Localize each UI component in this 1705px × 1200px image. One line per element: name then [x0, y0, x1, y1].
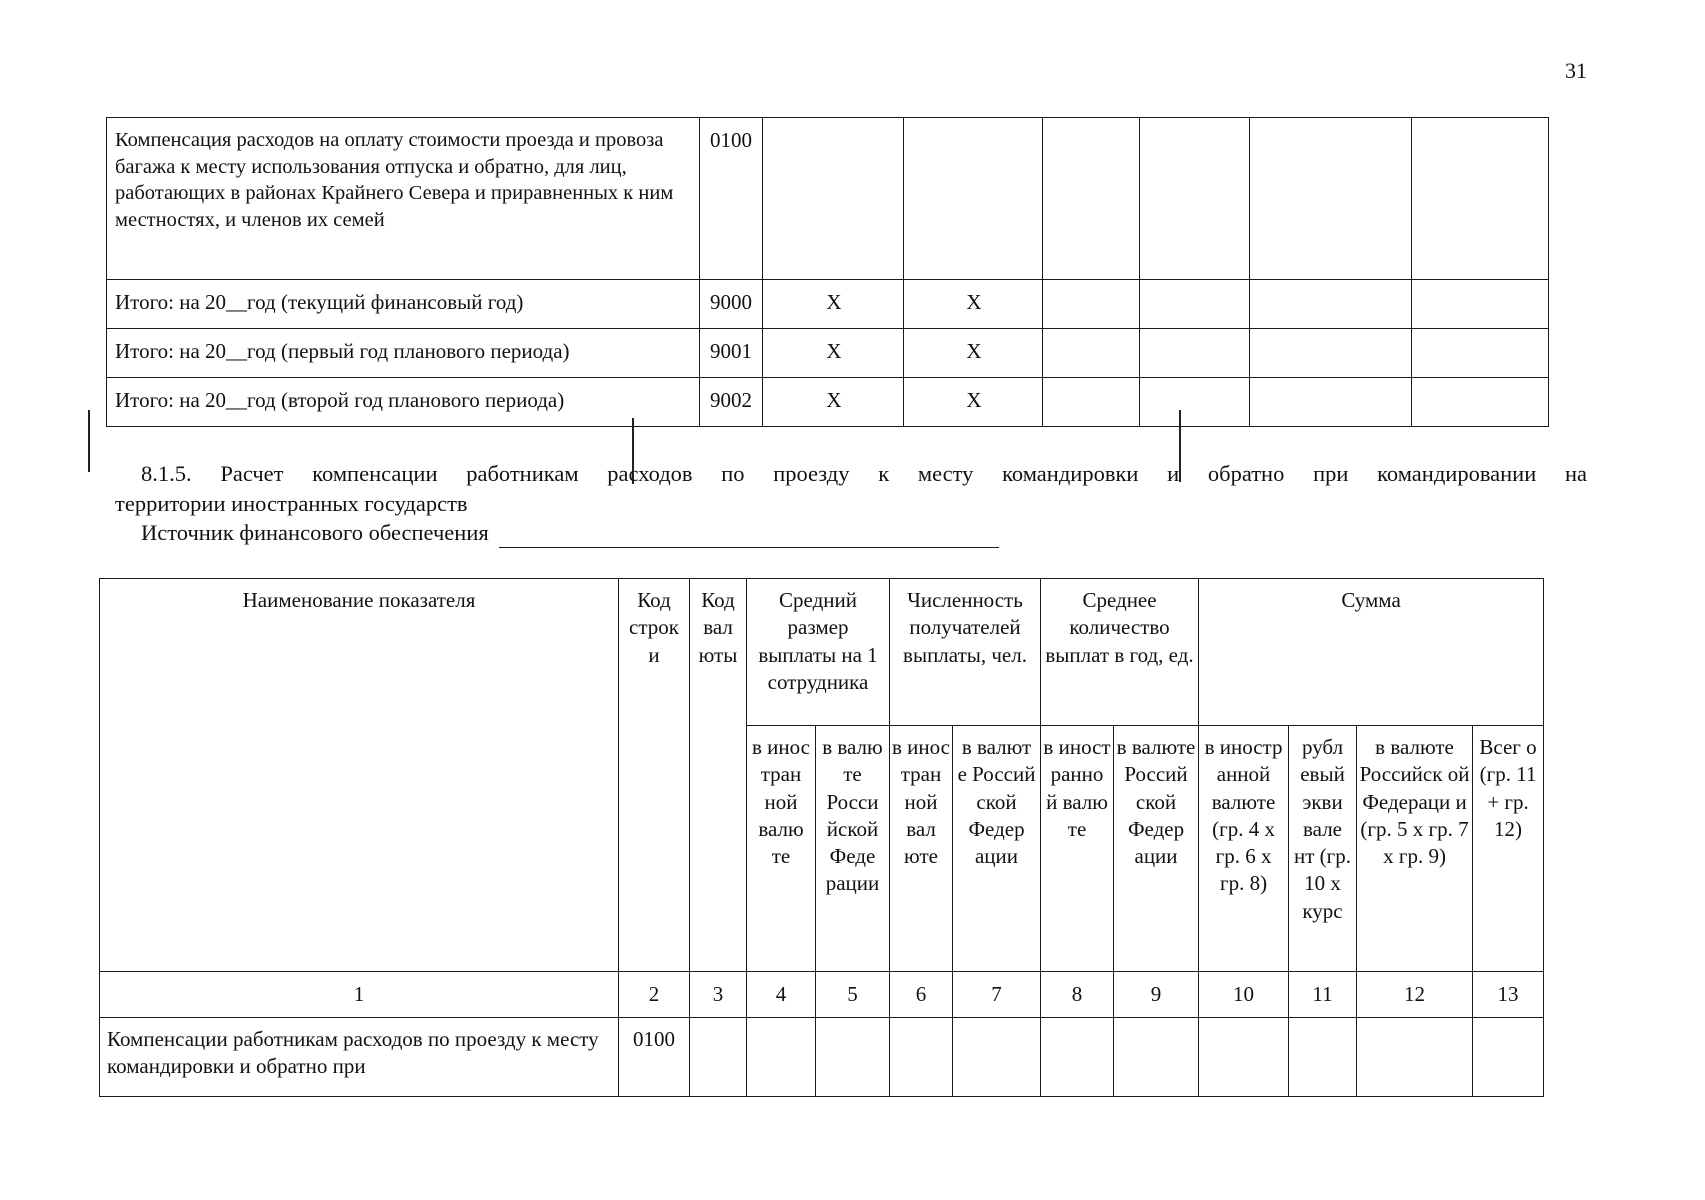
cell-mark: X: [763, 280, 904, 329]
column-number: 7: [953, 972, 1041, 1018]
column-number: 9: [1114, 972, 1199, 1018]
row-code: 0100: [619, 1018, 690, 1097]
row-code: 9002: [700, 378, 763, 427]
cell: [1412, 378, 1549, 427]
column-number: 8: [1041, 972, 1114, 1018]
header-name: Наименование показателя: [100, 579, 619, 972]
column-number: 2: [619, 972, 690, 1018]
funding-source-label: Источник финансового обеспечения: [141, 520, 489, 545]
column-number: 10: [1199, 972, 1289, 1018]
header-row: [100, 579, 1544, 726]
cell: [953, 1018, 1041, 1097]
section-title-word: командировки: [1002, 461, 1139, 486]
funding-source: [141, 518, 999, 548]
page-number: 31: [1565, 58, 1587, 83]
cell: [816, 1018, 890, 1097]
subheader-col4: в инос тран ной валю те: [747, 726, 816, 972]
section-title-word: при: [1313, 461, 1349, 486]
cell: [1140, 378, 1250, 427]
section-title-word: месту: [917, 461, 974, 486]
cell: [1250, 378, 1412, 427]
column-number: 1: [100, 972, 619, 1018]
cell: [1140, 118, 1250, 280]
column-number: 12: [1357, 972, 1473, 1018]
section-title-line1: [115, 459, 1587, 489]
subheader-col11: рубл евый экви вале нт (гр. 10 х курс: [1289, 726, 1357, 972]
table-row: [107, 118, 1549, 280]
section-title-word: по: [721, 461, 745, 486]
cell: [747, 1018, 816, 1097]
subheader-col8: в иност ранно й валю те: [1041, 726, 1114, 972]
header-recipients: Численность получателей выплаты, чел.: [890, 579, 1041, 726]
section-title-word: компенсации: [312, 461, 438, 486]
cell: [1250, 280, 1412, 329]
subheader-col12: в валюте Российск ой Федераци и (гр. 5 х гр. 7 х гр. 9): [1357, 726, 1473, 972]
cell: [1043, 118, 1140, 280]
column-number: 3: [690, 972, 747, 1018]
header-row-code: Код строк и: [619, 579, 690, 972]
compensation-totals-table: [106, 117, 1549, 427]
column-numbers-row: [100, 972, 1544, 1018]
column-number: 11: [1289, 972, 1357, 1018]
cell: [1140, 280, 1250, 329]
cell: [1140, 329, 1250, 378]
header-avg-payment: Средний размер выплаты на 1 сотрудника: [747, 579, 890, 726]
row-code: 9001: [700, 329, 763, 378]
cell-mark: X: [904, 329, 1043, 378]
cell-mark: X: [904, 378, 1043, 427]
section-title-word: и: [1167, 461, 1180, 486]
compensation-calculation-table: [99, 578, 1544, 1097]
section-title-word: 8.1.5.: [141, 461, 192, 486]
header-sum: Сумма: [1199, 579, 1544, 726]
row-name: Итого: на 20__год (первый год планового периода): [107, 329, 700, 378]
subheader-col9: в валюте Россий ской Федер ации: [1114, 726, 1199, 972]
section-title-word: работникам: [466, 461, 579, 486]
row-name: Компенсация расходов на оплату стоимости проезда и провоза багажа к месту использования отпуска и обратно, для лиц, работающих в районах Крайнего Севера и приравненных к ним местностях, и членов их семей: [107, 118, 700, 280]
cell: [1250, 118, 1412, 280]
section-title-word: проезду: [773, 461, 850, 486]
header-avg-count: Среднее количество выплат в год, ед.: [1041, 579, 1199, 726]
cell: [1473, 1018, 1544, 1097]
cell: [1289, 1018, 1357, 1097]
cell: [1412, 329, 1549, 378]
column-number: 6: [890, 972, 953, 1018]
cell: [690, 1018, 747, 1097]
column-number: 4: [747, 972, 816, 1018]
section-title-line2: территории иностранных государств: [115, 491, 468, 516]
table-row: [107, 378, 1549, 427]
table-row: [100, 1018, 1544, 1097]
section-heading: [115, 459, 1587, 519]
cell: [890, 1018, 953, 1097]
scan-artifact-line: [88, 410, 90, 472]
section-title-word: обратно: [1207, 461, 1285, 486]
section-title-word: Расчет: [220, 461, 284, 486]
cell: [1357, 1018, 1473, 1097]
table-row: [107, 329, 1549, 378]
row-name: Итого: на 20__год (второй год планового периода): [107, 378, 700, 427]
funding-source-field[interactable]: [499, 525, 999, 548]
subheader-col5: в валю те Росси йской Феде рации: [816, 726, 890, 972]
cell: [1043, 378, 1140, 427]
row-code: 9000: [700, 280, 763, 329]
section-title-word: к: [878, 461, 890, 486]
cell: [1412, 118, 1549, 280]
cell: [763, 118, 904, 280]
column-number: 5: [816, 972, 890, 1018]
table-row: [107, 280, 1549, 329]
cell-mark: X: [904, 280, 1043, 329]
section-title-word: расходов: [607, 461, 693, 486]
cell-mark: X: [763, 378, 904, 427]
cell: [1043, 280, 1140, 329]
cell: [904, 118, 1043, 280]
subheader-col10: в иностр анной валюте (гр. 4 х гр. 6 х гр. 8): [1199, 726, 1289, 972]
cell-mark: X: [763, 329, 904, 378]
cell: [1412, 280, 1549, 329]
row-name: Компенсации работникам расходов по проезду к месту командировки и обратно при: [100, 1018, 619, 1097]
header-currency-code: Код вал юты: [690, 579, 747, 972]
column-number: 13: [1473, 972, 1544, 1018]
row-name: Итого: на 20__год (текущий финансовый год): [107, 280, 700, 329]
cell: [1250, 329, 1412, 378]
cell: [1199, 1018, 1289, 1097]
subheader-col7: в валют е Россий ской Федер ации: [953, 726, 1041, 972]
cell: [1043, 329, 1140, 378]
section-title-word: на: [1564, 461, 1587, 486]
section-title-word: командировании: [1377, 461, 1537, 486]
subheader-col13: Всег о (гр. 11 + гр. 12): [1473, 726, 1544, 972]
row-code: 0100: [700, 118, 763, 280]
subheader-col6: в инос тран ной вал юте: [890, 726, 953, 972]
cell: [1041, 1018, 1114, 1097]
cell: [1114, 1018, 1199, 1097]
